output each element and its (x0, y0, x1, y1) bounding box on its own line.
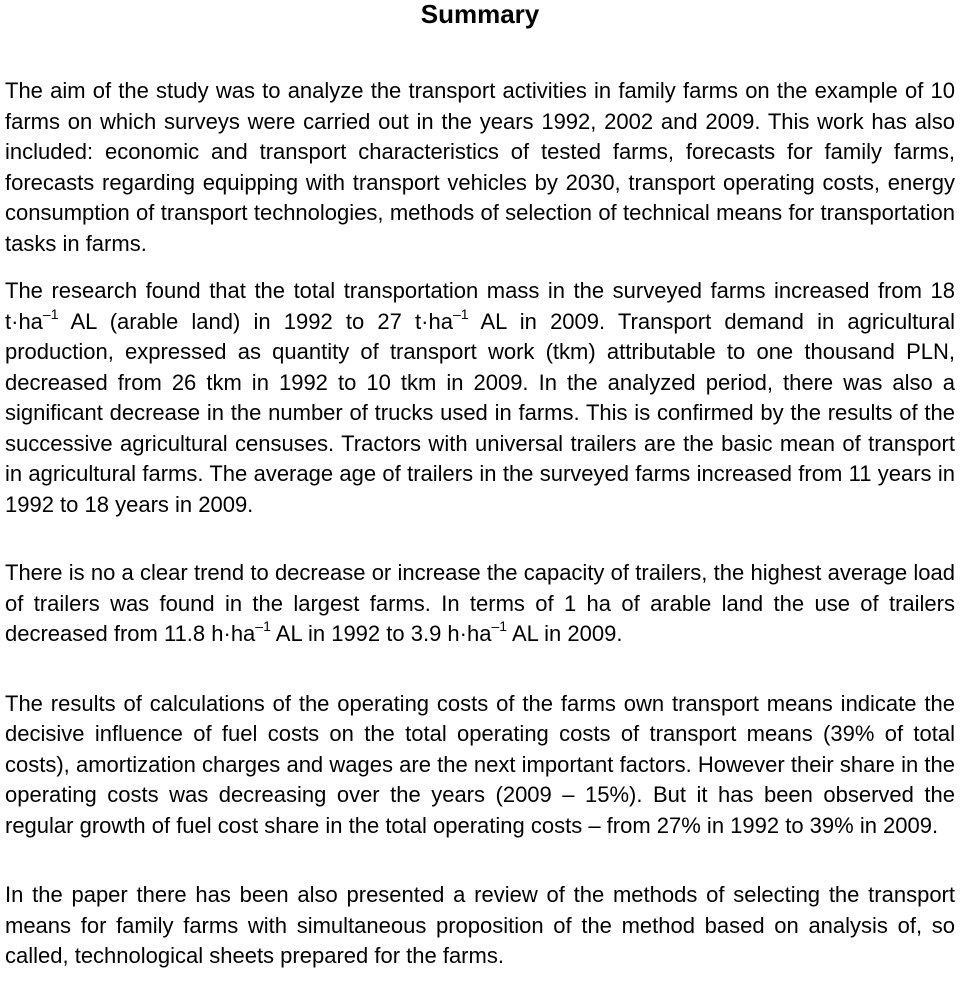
superscript-exponent: –1 (255, 618, 271, 634)
paragraph-aim-of-study (5, 76, 955, 259)
paragraph-text-part: AL in 1992 to 3.9 h·ha (270, 621, 492, 646)
paragraph-selection-methods (5, 880, 955, 972)
document-page (5, 0, 955, 972)
superscript-exponent: –1 (491, 618, 508, 634)
paragraph-text-part: AL (arable land) in 1992 to 27 t·ha (58, 308, 453, 334)
paragraph-text: In the paper there has been also presented a review of the methods of selecting the transport means for family farms with simultaneous proposition of the method based on analysis of, so called, technological sheets prepared for the farms. (5, 882, 955, 968)
superscript-exponent: –1 (452, 305, 469, 322)
paragraph-trailer-capacity (5, 558, 955, 650)
superscript-exponent: –1 (42, 305, 59, 322)
paragraph-text: The results of calculations of the operating costs of the farms own transport means indicate the decisive influence of fuel costs on the total operating costs of transport means (39% of total costs), amortization charges and wages are the next important factors. However their share in the operating costs was decreasing over the years (2009 – 15%). But it has been observed the regular growth of fuel cost share in the total operating costs – from 27% in 1992 to 39% in 2009. (5, 690, 955, 838)
paragraph-text-part: AL in 2009. Transport demand in agricultural production, expressed as quantity of transport work (tkm) attributable to one thousand PLN, decreased from 26 tkm in 1992 to 10 tkm in 2009. In the analyzed period, there was also a significant decrease in the number of trucks used in farms. This is confirmed by the results of the successive agricultural censuses. Tractors with universal trailers are the basic mean of transport in agricultural farms. The average age of trailers in the surveyed farms increased from 11 years in 1992 to 18 years in 2009. (5, 308, 955, 517)
paragraph-text: The aim of the study was to analyze the transport activities in family farms on the example of 10 farms on which surveys were carried out in the years 1992, 2002 and 2009. This work has also included: economic and transport characteristics of tested farms, forecasts for family farms, forecasts regarding equipping with transport vehicles by 2030, transport operating costs, energy consumption of transport technologies, methods of selection of technical means for transportation tasks in farms. (5, 78, 955, 256)
page-title: Summary (420, 0, 540, 29)
paragraph-operating-costs (5, 689, 955, 842)
paragraph-text-part: There is no a clear trend to decrease or increase the capacity of trailers, the highest average load of trailers was found in the largest farms. In terms of 1 ha of arable land the use of trailers decreased from 11.8 h·ha (5, 560, 955, 646)
paragraph-research-findings (5, 276, 955, 520)
paragraph-text-part: The research found that the total transportation mass in the surveyed farms increased from 18 t·ha (5, 278, 955, 334)
paragraph-text-part: AL in 2009. (507, 621, 623, 646)
